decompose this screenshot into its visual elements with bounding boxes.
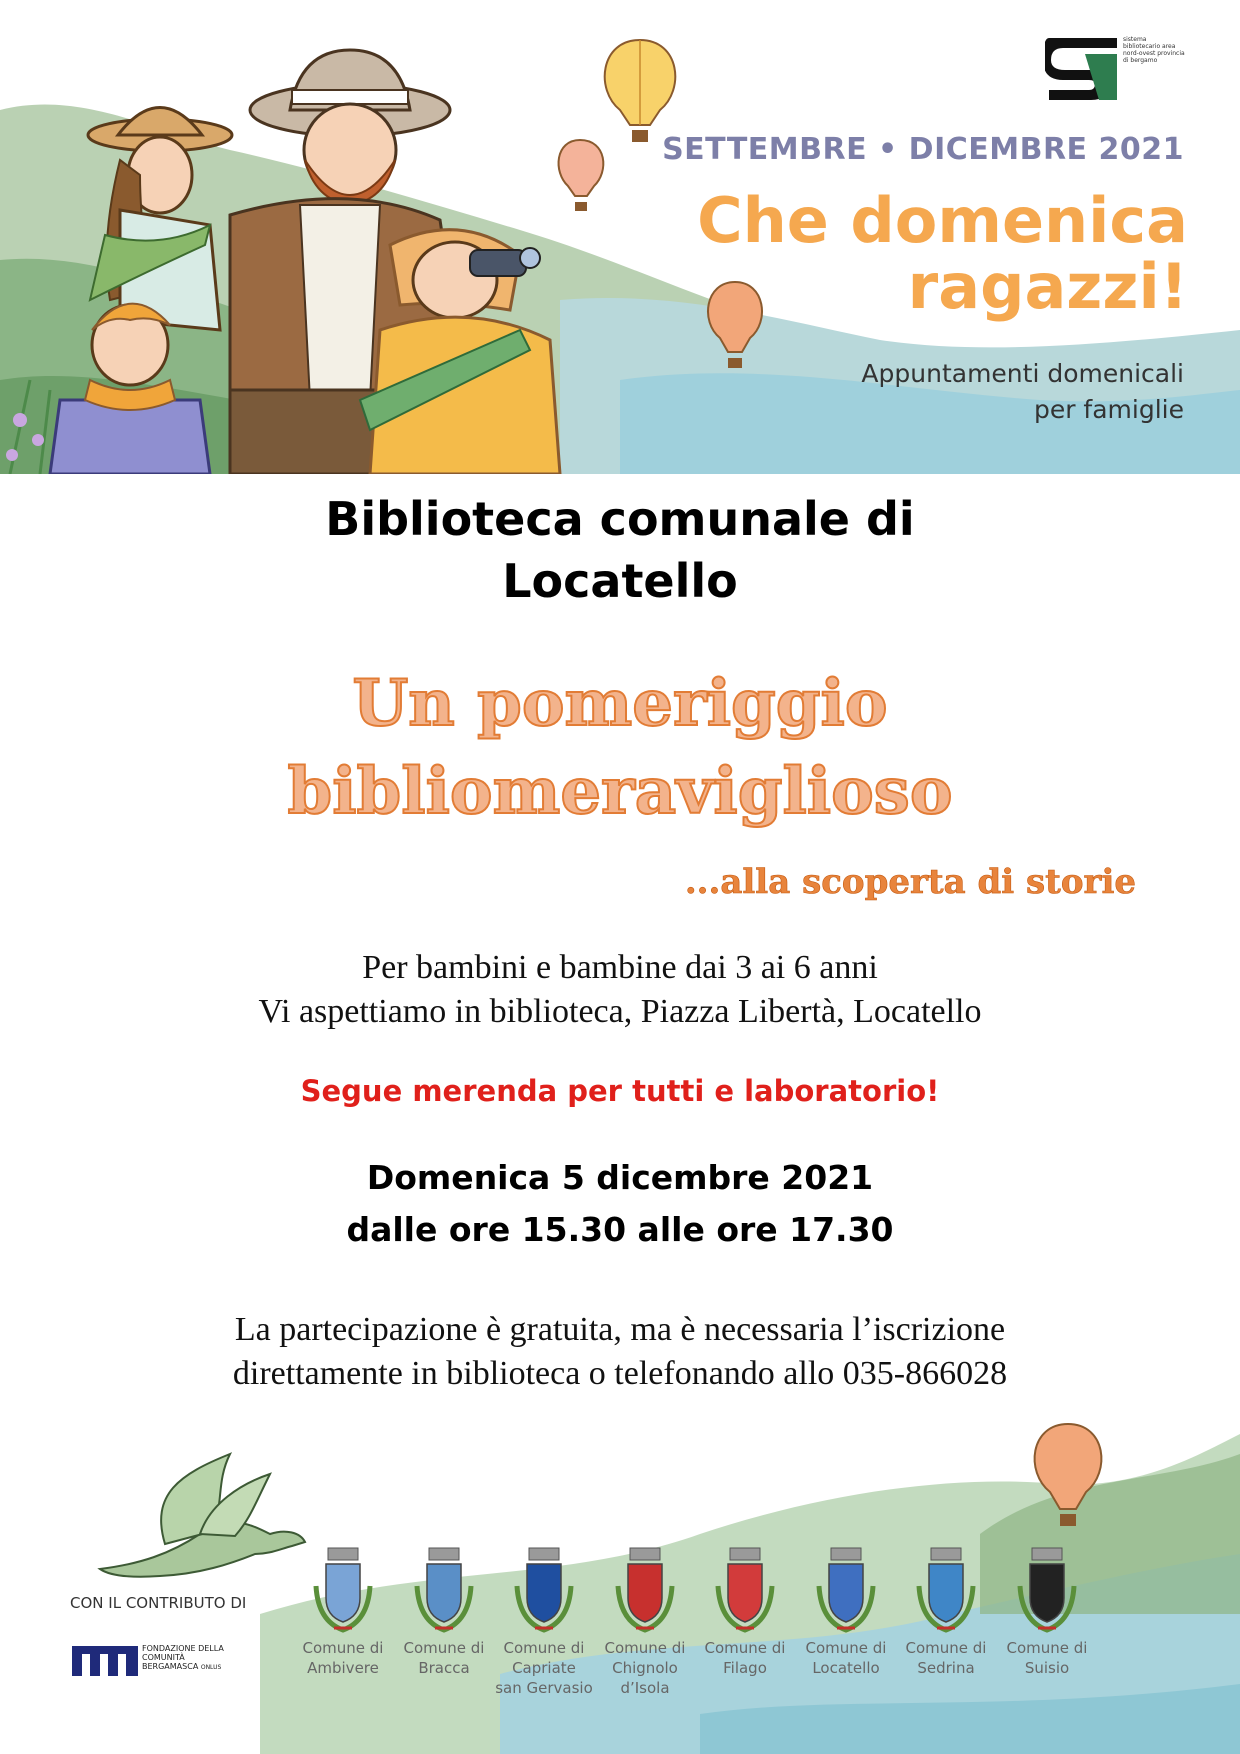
location-text: Vi aspettiamo in biblioteca, Piazza Libertà, Locatello <box>258 993 982 1030</box>
crest-label: Comune di Locatello <box>805 1639 887 1677</box>
sb-logo-caption: sistema bibliotecario area nord-ovest provincia di bergamo <box>1123 36 1185 64</box>
registration-info-line1: La partecipazione è gratuita, ma è necessaria l’iscrizione <box>234 1311 1006 1348</box>
event-title-line2: bibliomeraviglioso <box>287 754 953 829</box>
registration-info <box>0 1308 1240 1396</box>
series-subtitle-line1: Appuntamenti domenicali <box>861 359 1184 388</box>
event-audience <box>0 946 1240 1034</box>
audience-text: Per bambini e bambine dai 3 ai 6 anni <box>362 949 878 986</box>
crest-label: Comune di Filago <box>704 1639 786 1677</box>
library-name-line2: Locatello <box>502 554 738 608</box>
event-title-line1: Un pomeriggio <box>352 666 888 741</box>
crest-label: Comune di Bracca <box>403 1639 485 1677</box>
crest-comune-4 <box>595 1546 695 1698</box>
library-name-line1: Biblioteca comunale di <box>325 492 915 546</box>
crest-label: Comune di Sedrina <box>905 1639 987 1677</box>
fondazione-logo <box>70 1640 246 1680</box>
crest-comune-6 <box>796 1546 896 1678</box>
coat-of-arms-icon <box>710 1546 780 1636</box>
crest-comune-2 <box>394 1546 494 1678</box>
sb-logo-mark <box>1045 34 1121 104</box>
sb-logo <box>1045 34 1185 104</box>
dragon-icon <box>100 1454 305 1577</box>
crest-comune-8 <box>997 1546 1097 1678</box>
crest-label: Comune di Suisio <box>1006 1639 1088 1677</box>
coat-of-arms-icon <box>811 1546 881 1636</box>
crest-label: Comune di Capriate san Gervasio <box>495 1639 593 1697</box>
event-time: dalle ore 15.30 alle ore 17.30 <box>346 1210 894 1249</box>
crest-comune-3 <box>494 1546 594 1698</box>
event-datetime <box>0 1152 1240 1256</box>
coat-of-arms-icon <box>610 1546 680 1636</box>
series-subtitle-line2: per famiglie <box>1033 395 1184 424</box>
coat-of-arms-icon <box>911 1546 981 1636</box>
library-name <box>0 488 1240 612</box>
series-title <box>697 184 1188 323</box>
crest-comune-7 <box>896 1546 996 1678</box>
series-subtitle <box>861 356 1184 428</box>
event-subtitle: ...alla scoperta di storie <box>684 862 1136 902</box>
series-title-line2: ragazzi! <box>907 250 1188 323</box>
event-extra: Segue merenda per tutti e laboratorio! <box>300 1074 940 1108</box>
crest-label: Comune di Chignolo d’Isola <box>604 1639 686 1697</box>
coat-of-arms-icon <box>308 1546 378 1636</box>
event-title <box>0 660 1240 836</box>
event-date: Domenica 5 dicembre 2021 <box>366 1158 874 1197</box>
contribution-label: CON IL CONTRIBUTO DI <box>70 1594 247 1612</box>
coat-of-arms-icon <box>409 1546 479 1636</box>
series-title-line1: Che domenica <box>697 184 1188 257</box>
crest-comune-5 <box>695 1546 795 1678</box>
fondazione-mark <box>70 1640 140 1680</box>
fondazione-name: FONDAZIONE DELLA COMUNITÀ BERGAMASCA ONLUS <box>142 1644 224 1671</box>
coat-of-arms-icon <box>1012 1546 1082 1636</box>
series-dates: SETTEMBRE • DICEMBRE 2021 <box>662 132 1184 167</box>
registration-info-line2: direttamente in biblioteca o telefonando allo 035-866028 <box>232 1355 1008 1392</box>
crest-label: Comune di Ambivere <box>302 1639 384 1677</box>
crest-comune-1 <box>293 1546 393 1678</box>
coat-of-arms-icon <box>509 1546 579 1636</box>
